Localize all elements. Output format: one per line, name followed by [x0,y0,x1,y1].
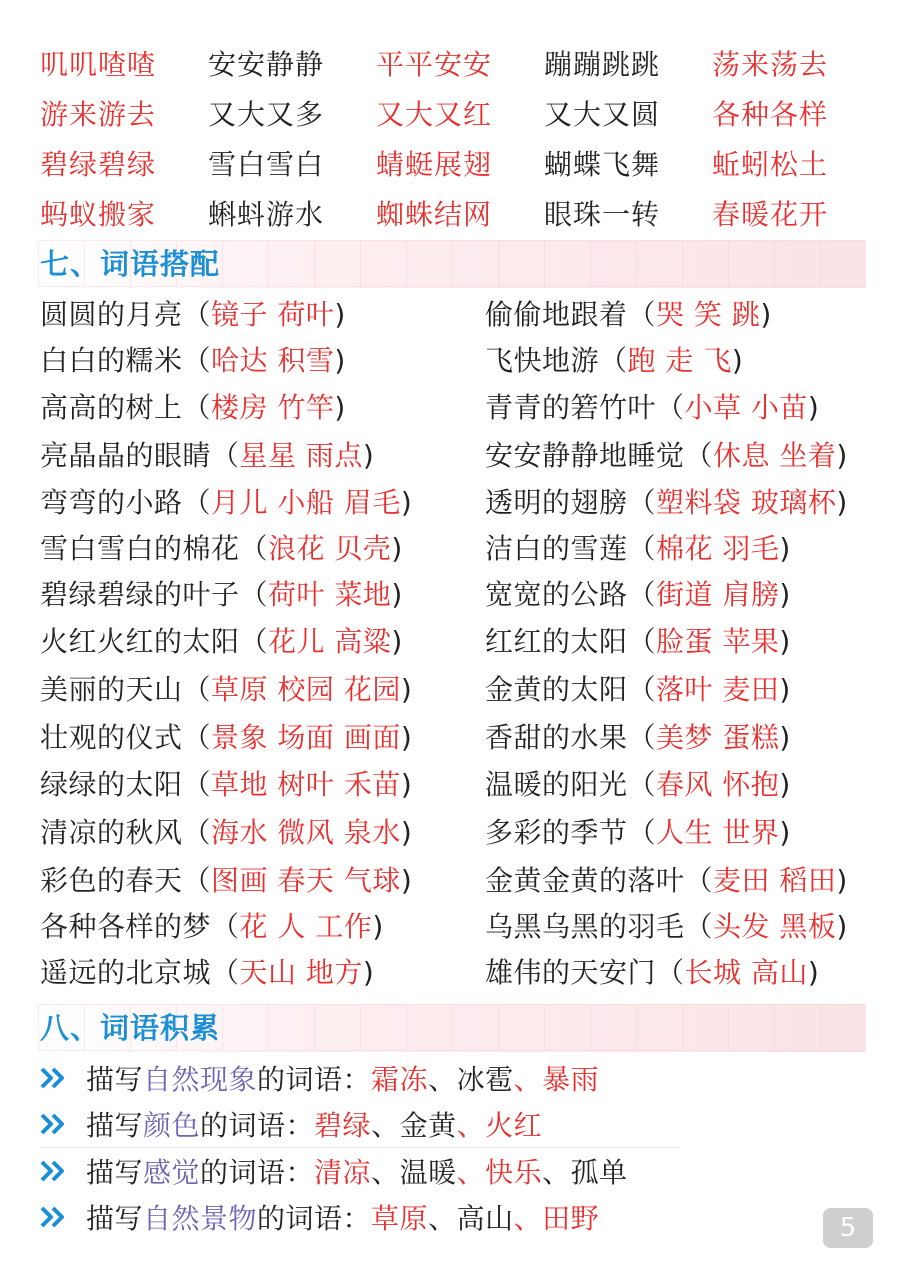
matching-prompt: 亮晶晶的眼睛（ [40,439,240,472]
double-chevron-icon [40,1206,86,1228]
word-matching-item [485,905,848,945]
word-matching-list [40,290,880,994]
matching-prompt: 温暖的阳光（ [485,768,657,801]
matching-prompt: 透明的翅膀（ [485,486,657,519]
matching-prompt: 多彩的季节（ [485,816,657,849]
accumulation-lead: 描写 [86,1063,144,1096]
matching-prompt: 高高的树上（ [40,391,212,424]
matching-answers: 月儿 小船 眉毛 [211,486,401,519]
word-matching-item [485,386,819,426]
word-matching-row [40,902,880,948]
section-title-word-accumulation: 八、词语积累 [40,1011,221,1045]
matching-answers: 头发 黑板 [713,910,837,943]
word-matching-item [485,763,791,803]
word-matching-item [40,573,485,613]
matching-answers: 草地 树叶 禾苗 [211,768,401,801]
accumulation-word: 、高山 [428,1202,514,1235]
word-matching-item [485,811,791,851]
matching-close-paren: ) [400,768,413,801]
word-matching-item [40,668,485,708]
word-grid-cell: 碧绿碧绿 [40,148,157,181]
word-grid-cell: 蚯蚓松土 [712,148,829,181]
matching-prompt: 青青的箬竹叶（ [485,391,685,424]
word-accumulation-item [40,1148,880,1194]
accumulation-word: 霜冻 [371,1063,429,1096]
word-accumulation-item [40,1055,880,1101]
word-grid-cell: 叽叽喳喳 [40,48,157,81]
accumulation-suffix: 的词语： [257,1063,372,1096]
matching-prompt: 遥远的北京城（ [40,956,240,989]
matching-answers: 浪花 贝壳 [268,532,392,565]
matching-prompt: 偷偷地跟着（ [485,298,657,331]
matching-close-paren: ) [779,625,791,658]
word-matching-item [40,481,485,521]
matching-close-paren: ) [391,578,403,611]
matching-answers: 跑 走 飞 [627,344,732,377]
word-grid-row [0,88,905,138]
double-chevron-icon [40,1067,86,1089]
matching-answers: 楼房 竹竿 [211,391,335,424]
matching-close-paren: ) [334,391,346,424]
matching-prompt: 红红的太阳（ [485,625,657,658]
accumulation-category: 感觉 [143,1156,201,1189]
matching-answers: 星星 雨点 [239,439,363,472]
matching-answers: 景象 场面 画面 [211,721,401,754]
matching-prompt: 彩色的春天（ [40,864,212,897]
word-grid-cell: 春暖花开 [712,198,829,231]
word-grid-cell: 各种各样 [712,98,829,131]
word-matching-item [40,527,485,567]
matching-prompt: 各种各样的梦（ [40,910,240,943]
word-grid-cell: 平平安安 [376,48,493,81]
word-matching-item [40,620,485,660]
matching-prompt: 金黄的太阳（ [485,673,657,706]
matching-close-paren: ) [779,673,791,706]
section-header-7 [38,240,866,288]
matching-close-paren: ) [400,816,413,849]
matching-prompt: 绿绿的太阳（ [40,768,212,801]
double-chevron-icon [40,1160,86,1182]
matching-answers: 休息 坐着 [713,439,837,472]
idiom-word-grid [0,38,905,238]
matching-prompt: 美丽的天山（ [40,673,212,706]
word-grid-cell: 又大又多 [208,98,325,131]
word-matching-row [40,382,880,430]
matching-answers: 镜子 荷叶 [211,298,335,331]
accumulation-word: 草原 [371,1202,429,1235]
word-matching-item [40,386,485,426]
word-grid-cell: 荡来荡去 [712,48,829,81]
word-grid-cell: 眼珠一转 [544,198,661,231]
matching-close-paren: ) [836,439,848,472]
section-title-word-matching: 七、词语搭配 [40,247,221,281]
word-grid-cell: 又大又圆 [544,98,661,131]
accumulation-suffix: 的词语： [200,1109,315,1142]
word-matching-row [40,524,880,570]
matching-close-paren: ) [400,673,413,706]
page-number-badge: 5 [823,1208,873,1248]
word-matching-item [485,951,819,991]
matching-close-paren: ) [836,864,848,897]
word-matching-item [485,716,791,756]
word-matching-item [40,293,485,333]
matching-answers: 塑料袋 玻璃杯 [656,486,837,519]
matching-answers: 荷叶 菜地 [268,578,392,611]
word-accumulation-list [40,1055,880,1240]
matching-prompt: 洁白的雪莲（ [485,532,657,565]
matching-close-paren: ) [779,721,791,754]
word-matching-item [40,434,485,474]
matching-close-paren: ) [779,532,791,565]
word-matching-row [40,336,880,382]
accumulation-word: 、金黄 [371,1109,457,1142]
matching-close-paren: ) [836,910,848,943]
word-matching-row [40,478,880,524]
accumulation-lead: 描写 [86,1156,144,1189]
word-grid-row [0,188,905,238]
word-matching-row [40,856,880,902]
word-matching-item [40,763,485,803]
matching-close-paren: ) [731,344,744,377]
accumulation-word: 、快乐 [456,1156,543,1189]
word-grid-cell: 蜘蛛结网 [376,198,493,231]
matching-answers: 花儿 高粱 [268,625,392,658]
matching-close-paren: ) [760,298,772,331]
matching-answers: 花 人 工作 [239,910,373,943]
matching-answers: 落叶 麦田 [656,673,780,706]
matching-answers: 街道 肩膀 [656,578,780,611]
word-matching-item [485,620,791,660]
word-matching-item [485,434,848,474]
matching-prompt: 白白的糯米（ [40,344,212,377]
matching-answers: 哈达 积雪 [211,344,335,377]
matching-close-paren: ) [400,486,413,519]
word-matching-row [40,760,880,806]
word-matching-item [40,716,485,756]
matching-close-paren: ) [391,532,403,565]
matching-answers: 脸蛋 苹果 [656,625,780,658]
matching-prompt: 火红火红的太阳（ [40,625,269,658]
word-matching-item [485,573,791,613]
accumulation-word: 、冰雹 [428,1063,514,1096]
word-grid-cell: 又大又红 [376,98,493,131]
matching-prompt: 雪白雪白的棉花（ [40,532,269,565]
word-accumulation-item [40,1194,880,1240]
word-grid-cell: 游来游去 [40,98,157,131]
accumulation-lead: 描写 [86,1202,144,1235]
accumulation-category: 自然现象 [143,1063,258,1096]
matching-prompt: 安安静静地睡觉（ [485,439,714,472]
word-matching-item [40,951,485,991]
matching-answers: 哭 笑 跳 [656,298,761,331]
accumulation-suffix: 的词语： [257,1202,372,1235]
matching-close-paren: ) [391,625,403,658]
word-matching-row [40,664,880,712]
matching-answers: 草原 校园 花园 [211,673,401,706]
word-matching-row [40,806,880,856]
accumulation-category: 自然景物 [143,1202,258,1235]
matching-answers: 棉花 羽毛 [656,532,780,565]
matching-answers: 海水 微风 泉水 [211,816,401,849]
matching-close-paren: ) [836,486,848,519]
accumulation-suffix: 的词语： [200,1156,315,1189]
matching-close-paren: ) [779,816,791,849]
matching-close-paren: ) [362,956,375,989]
accumulation-word: 、暴雨 [513,1063,600,1096]
matching-prompt: 圆圆的月亮（ [40,298,212,331]
matching-answers: 春风 怀抱 [656,768,780,801]
word-grid-row [0,138,905,188]
word-matching-row [40,430,880,478]
word-matching-item [485,668,791,708]
matching-prompt: 乌黑乌黑的羽毛（ [485,910,714,943]
matching-close-paren: ) [362,439,375,472]
double-chevron-icon [40,1113,86,1135]
matching-close-paren: ) [334,298,346,331]
word-matching-item [485,481,848,521]
word-matching-row [40,290,880,336]
word-matching-item [40,339,485,379]
word-grid-row [0,38,905,88]
matching-prompt: 雄伟的天安门（ [485,956,685,989]
matching-answers: 长城 高山 [684,956,808,989]
word-grid-cell: 蜻蜓展翅 [376,148,493,181]
matching-close-paren: ) [400,721,413,754]
word-matching-item [40,859,485,899]
word-matching-row [40,712,880,760]
word-matching-item [485,859,848,899]
matching-close-paren: ) [372,910,384,943]
accumulation-word: 、火红 [456,1109,543,1142]
matching-prompt: 弯弯的小路（ [40,486,212,519]
matching-answers: 图画 春天 气球 [211,864,401,897]
matching-answers: 天山 地方 [239,956,363,989]
matching-close-paren: ) [779,768,791,801]
word-matching-item [40,811,485,851]
word-matching-item [40,905,485,945]
accumulation-word: 、温暖 [371,1156,457,1189]
word-matching-row [40,570,880,616]
matching-answers: 人生 世界 [656,816,780,849]
matching-close-paren: ) [807,956,820,989]
word-grid-cell: 安安静静 [208,48,325,81]
word-grid-cell: 蚂蚁搬家 [40,198,157,231]
matching-close-paren: ) [400,864,413,897]
matching-prompt: 碧绿碧绿的叶子（ [40,578,269,611]
accumulation-word: 清凉 [314,1156,372,1189]
matching-close-paren: ) [334,344,346,377]
word-matching-item [485,527,791,567]
accumulation-word: 碧绿 [314,1109,372,1142]
section-header-8 [38,1004,866,1052]
accumulation-lead: 描写 [86,1109,144,1142]
word-accumulation-item [40,1101,880,1147]
matching-prompt: 金黄金黄的落叶（ [485,864,714,897]
matching-answers: 麦田 稻田 [713,864,837,897]
accumulation-word: 、田野 [513,1202,600,1235]
word-matching-row [40,948,880,994]
word-grid-cell: 蹦蹦跳跳 [544,48,661,81]
accumulation-word: 、孤单 [542,1156,628,1189]
matching-prompt: 壮观的仪式（ [40,721,212,754]
matching-close-paren: ) [807,391,820,424]
matching-close-paren: ) [779,578,791,611]
matching-prompt: 飞快地游（ [485,344,628,377]
word-matching-item [485,293,772,333]
matching-answers: 小草 小苗 [684,391,808,424]
word-grid-cell: 蝴蝶飞舞 [544,148,661,181]
accumulation-category: 颜色 [143,1109,201,1142]
word-matching-row [40,616,880,664]
matching-prompt: 香甜的水果（ [485,721,657,754]
word-grid-cell: 蝌蚪游水 [208,198,325,231]
word-matching-item [485,339,743,379]
matching-prompt: 清凉的秋风（ [40,816,212,849]
matching-answers: 美梦 蛋糕 [656,721,780,754]
matching-prompt: 宽宽的公路（ [485,578,657,611]
word-grid-cell: 雪白雪白 [208,148,325,181]
